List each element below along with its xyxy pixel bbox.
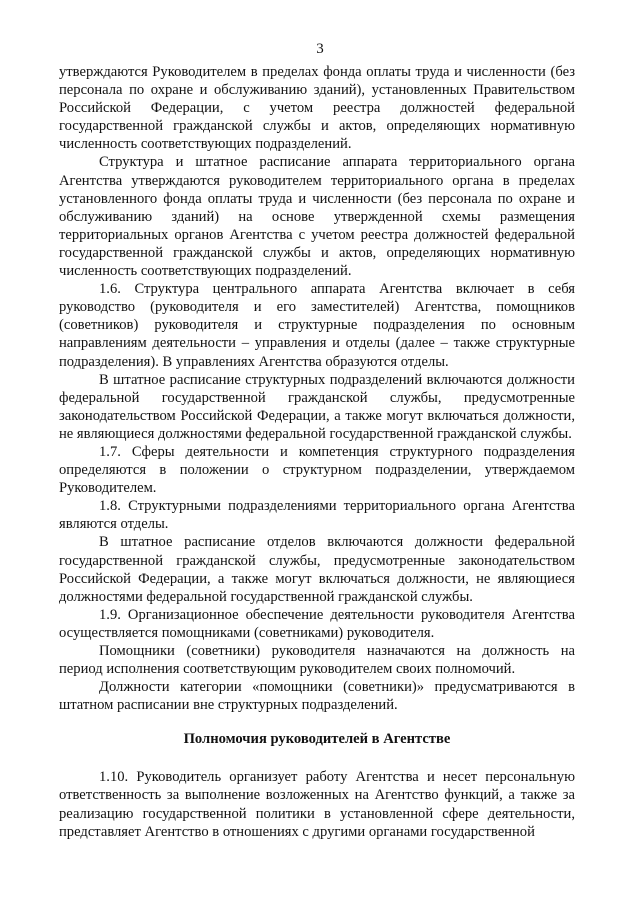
paragraph-1-7: 1.7. Сферы деятельности и компетенция структурного подразделения определяются в положении о структурном подразделении, утверждаемом Руководителем.: [59, 443, 575, 497]
paragraph-1-6-staff: В штатное расписание структурных подразделений включаются должности федеральной государственной гражданской службы, предусмотренные законодательством Российской Федерации, а также могут включаться должности, не являющиеся должностями федеральной государственной гражданской службы.: [59, 371, 575, 442]
paragraph-territorial-structure: Структура и штатное расписание аппарата территориального органа Агентства утверждаются руководителем территориального органа в пределах установленного фонда оплаты труда и численности (без персонала по охране и обслуживанию зданий) на основе утвержденной схемы размещения территориальных органов Агентства с учетом реестра должностей федеральной государственной гражданской службы и актов, определяющих нормативную численность соответствующих подразделений.: [59, 154, 575, 280]
paragraph-1-9-appointment: Помощники (советники) руководителя назначаются на должность на период исполнения соответствующим руководителем своих полномочий.: [59, 643, 575, 678]
paragraph-1-8: 1.8. Структурными подразделениями территориального органа Агентства являются отделы.: [59, 498, 575, 533]
paragraph-1-6: 1.6. Структура центрального аппарата Агентства включает в себя руководство (руководителя и его заместителей) Агентства, помощников (советников) руководителя и структурные подразделения по основным направлениям деятельности – управления и отделы (далее – также структурные подразделения). В управлениях Агентства образуются отделы.: [59, 281, 575, 370]
paragraph-continued: утверждаются Руководителем в пределах фонда оплаты труда и численности (без персонала по охране и обслуживанию зданий), установленных Правительством Российской Федерации, с учетом реестра должностей федеральной государственной гражданской службы и актов, определяющих нормативную численность соответствующих подразделений.: [59, 64, 575, 153]
paragraph-1-8-staff: В штатное расписание отделов включаются должности федеральной государственной гражданской службы, предусмотренные законодательством Российской Федерации, а также могут включаться должности, не являющиеся должностями федеральной государственной гражданской службы.: [59, 534, 575, 605]
paragraph-1-9-category: Должности категории «помощники (советники)» предусматриваются в штатном расписании вне структурных подразделений.: [59, 679, 575, 714]
paragraph-1-10: 1.10. Руководитель организует работу Агентства и несет персональную ответственность за выполнение возложенных на Агентство функций, а также за реализацию государственной политики в установленной сфере деятельности, представляет Агентство в отношениях с другими органами государственной: [59, 769, 575, 840]
section-heading: Полномочия руководителей в Агентстве: [183, 731, 451, 748]
paragraph-1-9: 1.9. Организационное обеспечение деятельности руководителя Агентства осуществляется помощниками (советниками) руководителя.: [59, 606, 575, 641]
document-body: [59, 63, 575, 841]
page-number: 3: [316, 41, 324, 57]
